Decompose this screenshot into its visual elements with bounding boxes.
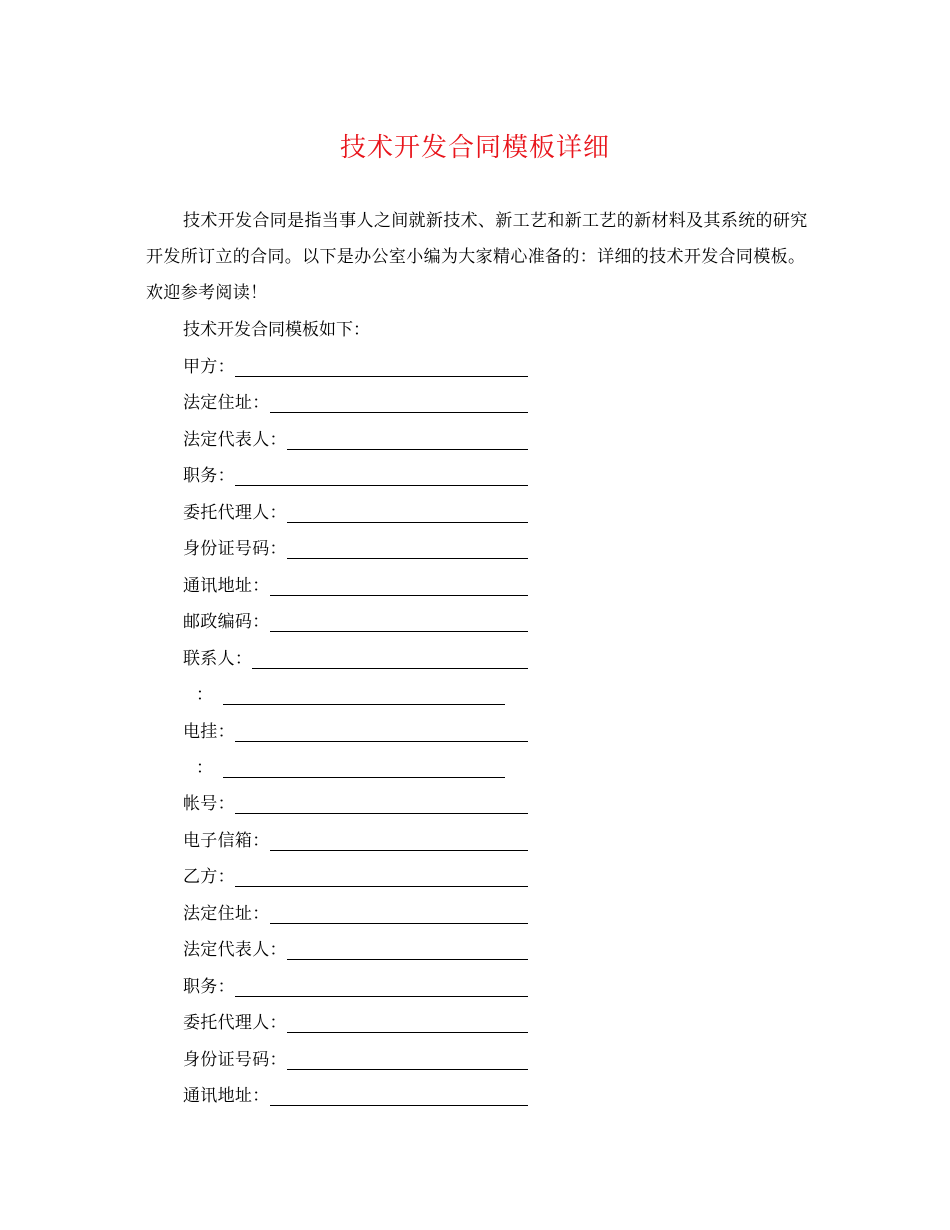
form-field-row <box>183 865 528 889</box>
field-label: 电挂： <box>183 721 235 742</box>
form-field-row <box>183 647 528 671</box>
fill-in-blank-line[interactable] <box>270 631 529 632</box>
fill-in-blank-line[interactable] <box>235 376 528 377</box>
field-label: ： <box>196 757 214 778</box>
form-field-row <box>196 683 505 707</box>
fill-in-blank-line[interactable] <box>270 1105 529 1106</box>
fill-in-blank-line[interactable] <box>235 741 528 742</box>
fill-in-blank-line[interactable] <box>287 558 528 559</box>
fill-in-blank-line[interactable] <box>270 850 529 851</box>
field-label: 身份证号码： <box>183 1049 287 1070</box>
fill-in-blank-line[interactable] <box>252 668 528 669</box>
field-label: 乙方： <box>183 867 235 888</box>
fill-in-blank-line[interactable] <box>270 412 529 413</box>
fill-in-blank-line[interactable] <box>287 522 528 523</box>
fill-in-blank-line[interactable] <box>287 959 528 960</box>
field-label: 联系人： <box>183 648 253 669</box>
field-label: 通讯地址： <box>183 1086 270 1106</box>
field-label: 甲方： <box>183 357 235 377</box>
form-field-row <box>183 355 528 379</box>
form-field-row <box>183 610 528 634</box>
form-field-row <box>196 756 505 780</box>
fill-in-blank-line[interactable] <box>235 996 528 997</box>
field-label: 法定代表人： <box>183 429 287 450</box>
form-field-row <box>183 1011 528 1035</box>
fill-in-blank-line[interactable] <box>270 595 529 596</box>
fill-in-blank-line[interactable] <box>287 1032 528 1033</box>
form-field-row <box>183 1048 528 1072</box>
field-label: 法定住址： <box>183 393 270 414</box>
form-field-row <box>183 720 528 744</box>
fill-in-blank-line[interactable] <box>223 777 505 778</box>
fill-in-blank-line[interactable] <box>235 485 528 486</box>
form-field-row <box>183 829 528 853</box>
fill-in-blank-line[interactable] <box>270 923 529 924</box>
form-field-row <box>183 464 528 488</box>
form-field-row <box>183 1084 528 1108</box>
fill-in-blank-line[interactable] <box>235 886 528 887</box>
form-field-row <box>183 574 528 598</box>
form-field-row <box>183 428 528 452</box>
field-label: 法定代表人： <box>183 940 287 961</box>
field-label: 电子信箱： <box>183 830 270 851</box>
form-field-row <box>183 902 528 926</box>
fill-in-blank-line[interactable] <box>223 704 505 705</box>
field-label: 委托代理人： <box>183 502 287 523</box>
field-label: 通讯地址： <box>183 575 270 596</box>
document-title: 技术开发合同模板详细 <box>339 133 610 163</box>
field-label: 法定住址： <box>183 903 270 924</box>
fill-in-blank-line[interactable] <box>287 449 528 450</box>
form-field-row <box>183 537 528 561</box>
form-field-row <box>183 938 528 962</box>
field-label: 职务： <box>183 466 235 487</box>
field-label: 委托代理人： <box>183 1013 287 1034</box>
form-field-row <box>183 975 528 999</box>
form-field-row <box>183 391 528 415</box>
fill-in-blank-line[interactable] <box>235 813 528 814</box>
form-field-row <box>183 792 528 816</box>
form-field-row <box>183 501 528 525</box>
field-label: 身份证号码： <box>183 539 287 560</box>
fill-in-blank-line[interactable] <box>287 1069 528 1070</box>
field-label: 邮政编码： <box>183 612 270 633</box>
field-label: 帐号： <box>183 794 235 815</box>
field-label: ： <box>196 685 214 706</box>
intro-paragraph: 技术开发合同是指当事人之间就新技术、新工艺和新工艺的新材料及其系统的研究开发所订立的合同。以下是办公室小编为大家精心准备的：详细的技术开发合同模板。欢迎参考阅读！ <box>146 211 808 303</box>
template-lead-text: 技术开发合同模板如下： <box>183 320 370 340</box>
field-label: 职务： <box>183 976 235 997</box>
